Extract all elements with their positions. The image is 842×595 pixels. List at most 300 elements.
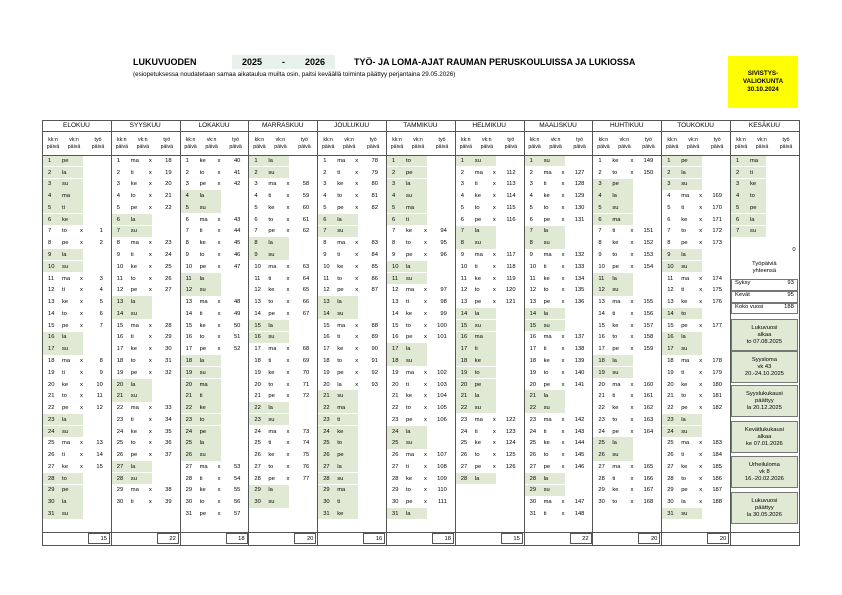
- weekday: pe: [681, 487, 688, 494]
- calendar-note: [731, 351, 798, 383]
- day-number: 29: [667, 487, 674, 494]
- weekday: la: [474, 393, 480, 400]
- workday-count: 59: [302, 193, 310, 200]
- workday-count: 34: [165, 416, 172, 423]
- workday-mark: [628, 449, 635, 461]
- weekday: ke: [406, 393, 413, 400]
- day-number: 1: [254, 157, 258, 164]
- day-number: 12: [460, 287, 468, 294]
- workday-mark: x: [80, 228, 83, 235]
- workday-count: [85, 414, 105, 426]
- workday-mark: x: [699, 299, 703, 306]
- day-number: 25: [323, 440, 330, 447]
- workday-mark: [491, 402, 498, 414]
- weekday: la: [406, 510, 411, 517]
- workday-mark: x: [286, 193, 290, 200]
- day-number: 15: [323, 322, 330, 329]
- weekday: ma: [130, 405, 139, 412]
- day-number: 19: [529, 369, 537, 376]
- workday-count: 74: [302, 440, 310, 447]
- workday-mark: [491, 332, 498, 344]
- weekday: la: [130, 299, 136, 306]
- workday-mark: x: [561, 299, 565, 306]
- weekday: pe: [199, 263, 207, 270]
- workday-count: [223, 202, 243, 214]
- workday-mark: x: [286, 181, 290, 188]
- workday-mark: x: [699, 381, 703, 388]
- workday-count: [154, 473, 174, 485]
- weekday: ma: [337, 240, 346, 247]
- day-number: 13: [323, 299, 330, 306]
- workday-mark: x: [630, 405, 634, 412]
- workday-mark: x: [424, 287, 427, 294]
- workday-count: 58: [302, 181, 310, 188]
- workday-count: 185: [712, 463, 722, 470]
- weekday: ma: [681, 193, 690, 200]
- day-number: 12: [116, 287, 124, 294]
- weekday: su: [681, 510, 688, 517]
- weekday: pe: [681, 157, 688, 164]
- weekday: ke: [268, 204, 275, 211]
- weekday: la: [130, 216, 136, 223]
- subtitle: (esiopetuksessa noudatetaan samaa aikataulua muilta osin, paitsi keväällä toiminta päättyy perjantaina 29.05.2026): [133, 71, 456, 78]
- weekday: ti: [130, 334, 134, 341]
- note-l2: alkaa: [757, 433, 772, 440]
- weekday: ma: [130, 322, 139, 329]
- day-number: 21: [254, 393, 261, 400]
- workday-mark: [147, 461, 154, 473]
- day-number: 12: [254, 287, 261, 294]
- day-number: 13: [48, 299, 55, 306]
- workday-mark: x: [217, 252, 221, 259]
- weekday: su: [406, 275, 413, 282]
- day-number: 25: [529, 440, 537, 447]
- month-name: SYYSKUU: [129, 122, 161, 129]
- day-number: 9: [529, 252, 533, 259]
- workday-count: [498, 402, 518, 414]
- workday-mark: [147, 214, 154, 226]
- day-number: 4: [185, 193, 189, 200]
- workday-mark: x: [286, 204, 290, 211]
- workday-count: [773, 202, 793, 214]
- weekday: to: [681, 228, 687, 235]
- weekday: ti: [474, 181, 478, 188]
- workday-count: [635, 179, 655, 191]
- workday-count: [704, 343, 724, 355]
- workday-mark: [353, 437, 360, 449]
- weekday: su: [681, 428, 688, 435]
- weekday: ti: [612, 393, 616, 400]
- workday-mark: x: [630, 310, 634, 317]
- weekday: su: [474, 157, 481, 164]
- weekday: ti: [199, 475, 203, 482]
- workday-mark: x: [148, 499, 152, 506]
- weekday: pe: [681, 240, 688, 247]
- day-number: 27: [254, 463, 261, 470]
- workday-count: [360, 473, 380, 485]
- day-number: 7: [185, 228, 189, 235]
- workday-count: 98: [440, 299, 447, 306]
- workday-mark: [353, 214, 360, 226]
- day-number: 6: [254, 216, 258, 223]
- workday-count: [85, 249, 105, 261]
- day-number: 4: [598, 193, 602, 200]
- approval-date: 30.10.2024: [747, 86, 779, 93]
- weekday: pe: [337, 452, 344, 459]
- month-name: ELOKUU: [63, 122, 90, 129]
- day-number: 26: [48, 452, 55, 459]
- weekday: la: [681, 252, 686, 259]
- day-number: 30: [254, 499, 261, 506]
- workday-mark: x: [699, 240, 703, 247]
- month-name: MARRASKUU: [262, 122, 304, 129]
- workday-mark: [422, 273, 429, 285]
- day-number: 15: [460, 322, 468, 329]
- workday-count: 110: [437, 487, 447, 494]
- workday-mark: [216, 284, 223, 296]
- weekday: ke: [62, 463, 69, 470]
- workday-count: 32: [165, 369, 172, 376]
- day-number: 15: [185, 322, 193, 329]
- month-total: 15: [88, 533, 110, 544]
- workday-count: [704, 261, 724, 273]
- day-number: 10: [392, 263, 399, 270]
- weekday: ke: [612, 322, 619, 329]
- workday-count: 40: [233, 157, 241, 164]
- day-number: 16: [254, 334, 261, 341]
- workday-mark: [78, 343, 85, 355]
- weekday: la: [199, 357, 205, 364]
- workday-mark: x: [217, 181, 221, 188]
- workday-count: [360, 402, 380, 414]
- weekday: su: [199, 287, 206, 294]
- day-number: 15: [48, 322, 55, 329]
- workday-mark: [284, 414, 291, 426]
- workday-mark: x: [80, 405, 83, 412]
- workday-count: 26: [165, 275, 172, 282]
- note-l2: vk 43: [757, 363, 772, 370]
- weekday: to: [406, 405, 411, 412]
- day-number: 28: [667, 475, 674, 482]
- workday-count: [498, 155, 518, 167]
- weekday: to: [612, 334, 618, 341]
- workday-count: [360, 296, 380, 308]
- grid-line: [111, 120, 112, 546]
- workday-mark: x: [217, 228, 221, 235]
- grid-line: [799, 120, 800, 546]
- workday-count: 79: [371, 169, 378, 176]
- weekday: pe: [750, 204, 757, 211]
- weekday: pe: [612, 428, 619, 435]
- workday-mark: [697, 343, 704, 355]
- day-number: 24: [392, 428, 399, 435]
- day-number: 27: [116, 463, 124, 470]
- workday-count: 69: [302, 357, 310, 364]
- day-number: 11: [254, 275, 261, 282]
- day-number: 19: [460, 369, 468, 376]
- workday-mark: x: [561, 416, 565, 423]
- workday-count: [223, 367, 243, 379]
- month-total: 18: [432, 533, 454, 544]
- workday-mark: x: [217, 510, 221, 517]
- workday-count: [85, 473, 105, 485]
- workday-count: 22: [165, 204, 172, 211]
- day-number: 24: [667, 428, 674, 435]
- workday-mark: x: [492, 275, 496, 282]
- workday-mark: x: [355, 357, 359, 364]
- weekday: ke: [337, 346, 344, 353]
- workday-count: 111: [437, 499, 447, 506]
- workday-mark: x: [561, 252, 565, 259]
- day-number: 17: [598, 346, 605, 353]
- weekday: ke: [406, 310, 413, 317]
- weekday: ma: [543, 169, 552, 176]
- weekday: la: [681, 499, 686, 506]
- weekday: ti: [199, 310, 203, 317]
- weekday: ti: [130, 252, 134, 259]
- day-number: 18: [48, 357, 55, 364]
- day-number: 3: [185, 181, 189, 188]
- workday-mark: x: [424, 393, 427, 400]
- workday-mark: x: [217, 299, 221, 306]
- workday-mark: x: [217, 216, 221, 223]
- day-number: 13: [185, 299, 193, 306]
- workday-mark: x: [630, 475, 634, 482]
- workday-mark: x: [286, 369, 290, 376]
- workday-count: [360, 308, 380, 320]
- day-number: 23: [48, 416, 55, 423]
- workday-mark: [766, 190, 773, 202]
- workday-count: 9: [99, 369, 103, 376]
- weekday: ti: [474, 346, 478, 353]
- month-total: 16: [363, 533, 385, 544]
- weekday: to: [543, 204, 549, 211]
- workday-mark: [491, 473, 498, 485]
- workday-count: 104: [437, 393, 447, 400]
- workday-mark: x: [424, 405, 427, 412]
- note-l3: la 30.05.2026: [746, 511, 782, 518]
- day-number: 28: [392, 475, 399, 482]
- workday-mark: [78, 332, 85, 344]
- weekday: su: [130, 228, 137, 235]
- workday-mark: [422, 179, 429, 191]
- workday-count: 10: [96, 381, 103, 388]
- note-l3: ke 07.01.2026: [746, 440, 783, 447]
- note-l3: 20.-24.10.2025: [744, 370, 784, 377]
- workday-mark: x: [355, 322, 359, 329]
- workday-count: 162: [643, 405, 654, 412]
- workday-mark: [766, 167, 773, 179]
- column-header: vk:n päivä: [136, 137, 149, 150]
- workday-mark: [78, 155, 85, 167]
- workday-mark: x: [148, 287, 152, 294]
- weekday: to: [337, 440, 343, 447]
- workday-mark: [697, 332, 704, 344]
- workday-mark: x: [699, 452, 703, 459]
- workday-count: [635, 284, 655, 296]
- day-number: 6: [460, 216, 465, 223]
- weekday: pe: [337, 287, 344, 294]
- day-number: 3: [254, 181, 258, 188]
- note-l3: to 07.08.2025: [746, 338, 783, 345]
- weekday: la: [62, 334, 67, 341]
- workday-mark: [491, 237, 498, 249]
- day-number: 24: [460, 428, 468, 435]
- weekday: to: [406, 487, 411, 494]
- day-number: 25: [598, 440, 605, 447]
- summary-title: [731, 257, 798, 279]
- workday-mark: [147, 473, 154, 485]
- workday-count: [567, 473, 587, 485]
- day-number: 23: [254, 416, 261, 423]
- day-number: 2: [392, 169, 396, 176]
- workday-count: 157: [643, 322, 654, 329]
- weekday: ke: [130, 428, 137, 435]
- workday-mark: [78, 167, 85, 179]
- day-number: 31: [529, 510, 537, 517]
- workday-mark: [766, 179, 773, 191]
- column-header: kk:n päivä: [115, 137, 128, 150]
- workday-count: 63: [302, 263, 310, 270]
- workday-count: [704, 332, 724, 344]
- workday-mark: [353, 508, 360, 520]
- weekday: su: [543, 405, 550, 412]
- workday-mark: x: [148, 240, 152, 247]
- grid-line: [42, 120, 43, 546]
- workday-mark: [560, 390, 567, 402]
- day-number: 29: [185, 487, 193, 494]
- weekday: la: [474, 475, 480, 482]
- workday-mark: [147, 308, 154, 320]
- grid-line: [42, 131, 799, 132]
- workday-count: 88: [371, 322, 378, 329]
- weekday: ma: [337, 322, 346, 329]
- workday-mark: x: [630, 157, 634, 164]
- workday-mark: x: [286, 299, 290, 306]
- calendar-note: [731, 421, 798, 453]
- weekday: ma: [474, 169, 483, 176]
- month-name: MAALISKUU: [539, 122, 577, 129]
- workday-mark: [422, 355, 429, 367]
- workday-mark: x: [148, 181, 152, 188]
- workday-mark: [284, 167, 291, 179]
- month-name: TOUKOKUU: [677, 122, 714, 129]
- workday-mark: [628, 437, 635, 449]
- weekday: ma: [474, 416, 483, 423]
- weekday: la: [543, 393, 549, 400]
- day-number: 9: [460, 252, 465, 259]
- weekday: su: [612, 287, 619, 294]
- month-name: JOULUKUU: [334, 122, 370, 129]
- workday-count: 96: [440, 252, 447, 259]
- workday-mark: x: [286, 346, 290, 353]
- day-number: 11: [48, 275, 55, 282]
- weekday: pe: [612, 181, 619, 188]
- month-total: 18: [226, 533, 248, 544]
- workday-count: [498, 379, 518, 391]
- workday-count: 154: [643, 263, 654, 270]
- day-number: 7: [116, 228, 121, 235]
- day-number: 20: [460, 381, 468, 388]
- day-number: 8: [48, 240, 52, 247]
- workday-mark: x: [630, 381, 634, 388]
- workday-mark: [422, 214, 429, 226]
- day-number: 22: [48, 405, 55, 412]
- workday-mark: x: [424, 463, 427, 470]
- summary-title-text: Työpäiviä yhteensä: [752, 261, 777, 274]
- day-number: 8: [667, 240, 671, 247]
- workday-mark: [697, 179, 704, 191]
- weekday: pe: [474, 299, 482, 306]
- day-number: 10: [323, 263, 330, 270]
- workday-mark: [284, 237, 291, 249]
- workday-count: [567, 308, 587, 320]
- workday-count: 169: [712, 193, 722, 200]
- weekday: la: [681, 416, 686, 423]
- weekday: ke: [268, 287, 275, 294]
- weekday: pe: [681, 405, 688, 412]
- workday-count: [429, 190, 449, 202]
- weekday: to: [612, 416, 618, 423]
- day-number: 13: [254, 299, 261, 306]
- day-number: 13: [529, 299, 537, 306]
- day-number: 4: [48, 193, 52, 200]
- workday-mark: [628, 367, 635, 379]
- weekday: to: [268, 216, 274, 223]
- workday-count: 15: [96, 463, 103, 470]
- workday-count: 49: [233, 310, 241, 317]
- day-number: 14: [598, 310, 605, 317]
- workday-count: 180: [712, 381, 722, 388]
- workday-mark: [78, 190, 85, 202]
- workday-mark: x: [286, 216, 290, 223]
- workday-mark: [422, 167, 429, 179]
- workday-count: 66: [302, 299, 310, 306]
- day-number: 11: [460, 275, 467, 282]
- workday-count: 30: [165, 346, 172, 353]
- workday-mark: x: [148, 275, 152, 282]
- weekday: su: [337, 228, 344, 235]
- workday-count: [635, 190, 655, 202]
- workday-count: 77: [302, 475, 310, 482]
- weekday: ti: [750, 169, 753, 176]
- workday-mark: x: [217, 157, 221, 164]
- summary-label: Kevät: [735, 291, 750, 298]
- day-number: 18: [667, 357, 674, 364]
- day-number: 22: [185, 405, 193, 412]
- weekday: pe: [337, 204, 344, 211]
- day-number: 26: [529, 452, 537, 459]
- workday-count: 2: [99, 240, 103, 247]
- workday-mark: x: [355, 240, 359, 247]
- workday-mark: [628, 273, 635, 285]
- workday-count: 143: [574, 428, 585, 435]
- weekday: ti: [62, 204, 65, 211]
- workday-count: [360, 449, 380, 461]
- workday-count: 183: [712, 440, 722, 447]
- day-number: 5: [116, 204, 121, 211]
- weekday: pe: [199, 428, 207, 435]
- workday-count: 48: [233, 299, 241, 306]
- day-number: 11: [598, 275, 605, 282]
- weekday: ti: [612, 310, 616, 317]
- workday-count: 33: [165, 405, 172, 412]
- day-number: 18: [116, 357, 124, 364]
- day-number: 13: [116, 299, 124, 306]
- day-number: 8: [323, 240, 327, 247]
- workday-mark: [284, 402, 291, 414]
- day-number: 5: [598, 204, 602, 211]
